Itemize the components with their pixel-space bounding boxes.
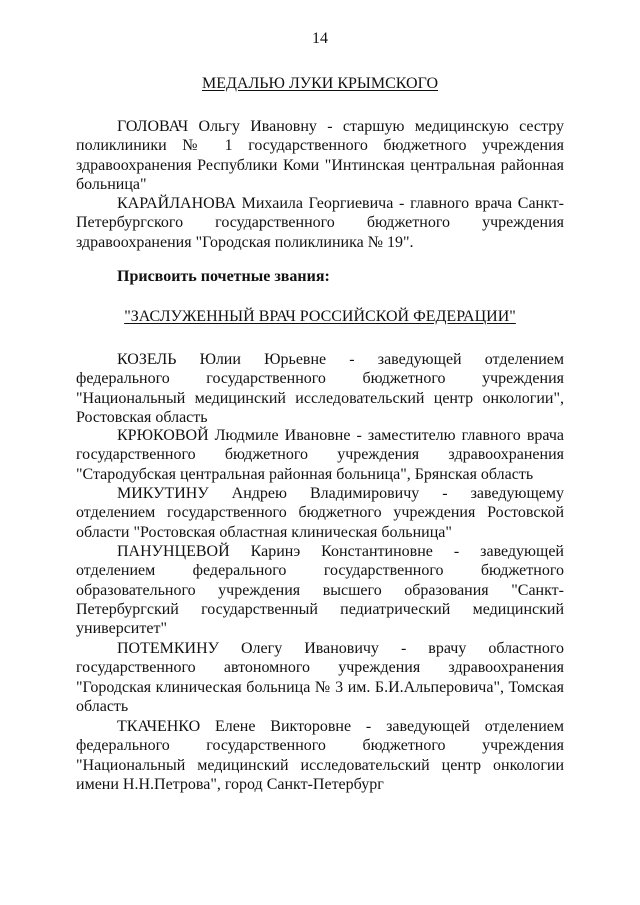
- titles-section-label: Присвоить почетные звания:: [117, 268, 330, 285]
- award-entry-golovach: ГОЛОВАЧ Ольгу Ивановну - старшую медицинскую сестру поликлиники № 1 государственного бюджетного учреждения здравоохранения Республики Коми "Интинская центральная районная больница": [76, 118, 564, 193]
- award-entry-potemkin: ПОТЕМКИНУ Олегу Ивановичу - врачу областного государственного автономного учреждения здравоохранения "Городская клиническая больница № 3 им. Б.И.Альперовича", Томская область: [76, 640, 564, 715]
- award-entry-kryukova: КРЮКОВОЙ Людмиле Ивановне - заместителю главного врача государственного бюджетного учреждения здравоохранения "Стародубская центральная районная больница", Брянская область: [76, 427, 564, 483]
- page-number: 14: [312, 30, 328, 47]
- award-entry-mikutin: МИКУТИНУ Андрею Владимировичу - заведующему отделением государственного бюджетного учреждения Ростовской области "Ростовская областная клиническая больница": [76, 485, 564, 541]
- honorary-title-heading: "ЗАСЛУЖЕННЫЙ ВРАЧ РОССИЙСКОЙ ФЕДЕРАЦИИ": [124, 308, 516, 325]
- award-entry-karaylanov: КАРАЙЛАНОВА Михаила Георгиевича - главного врача Санкт-Петербургского государственного бюджетного учреждения здравоохранения "Городская поликлиника № 19".: [76, 195, 564, 251]
- award-entry-kozel: КОЗЕЛЬ Юлии Юрьевне - заведующей отделением федерального государственного бюджетного учреждения "Национальный медицинский исследовательский центр онкологии", Ростовская область: [76, 351, 564, 426]
- medal-heading: МЕДАЛЬЮ ЛУКИ КРЫМСКОГО: [201, 75, 438, 92]
- award-entry-panuntseva: ПАНУНЦЕВОЙ Каринэ Константиновне - заведующей отделением федерального государственного бюджетного образовательного учреждения высшего образования "Санкт-Петербургский государственный педиатрический медицинский университет": [76, 543, 564, 638]
- award-entry-tkachenko: ТКАЧЕНКО Елене Викторовне - заведующей отделением федерального государственного бюджетного учреждения "Национальный медицинский исследовательский центр онкологии имени Н.Н.Петрова", город Санкт-Петербург: [76, 718, 564, 793]
